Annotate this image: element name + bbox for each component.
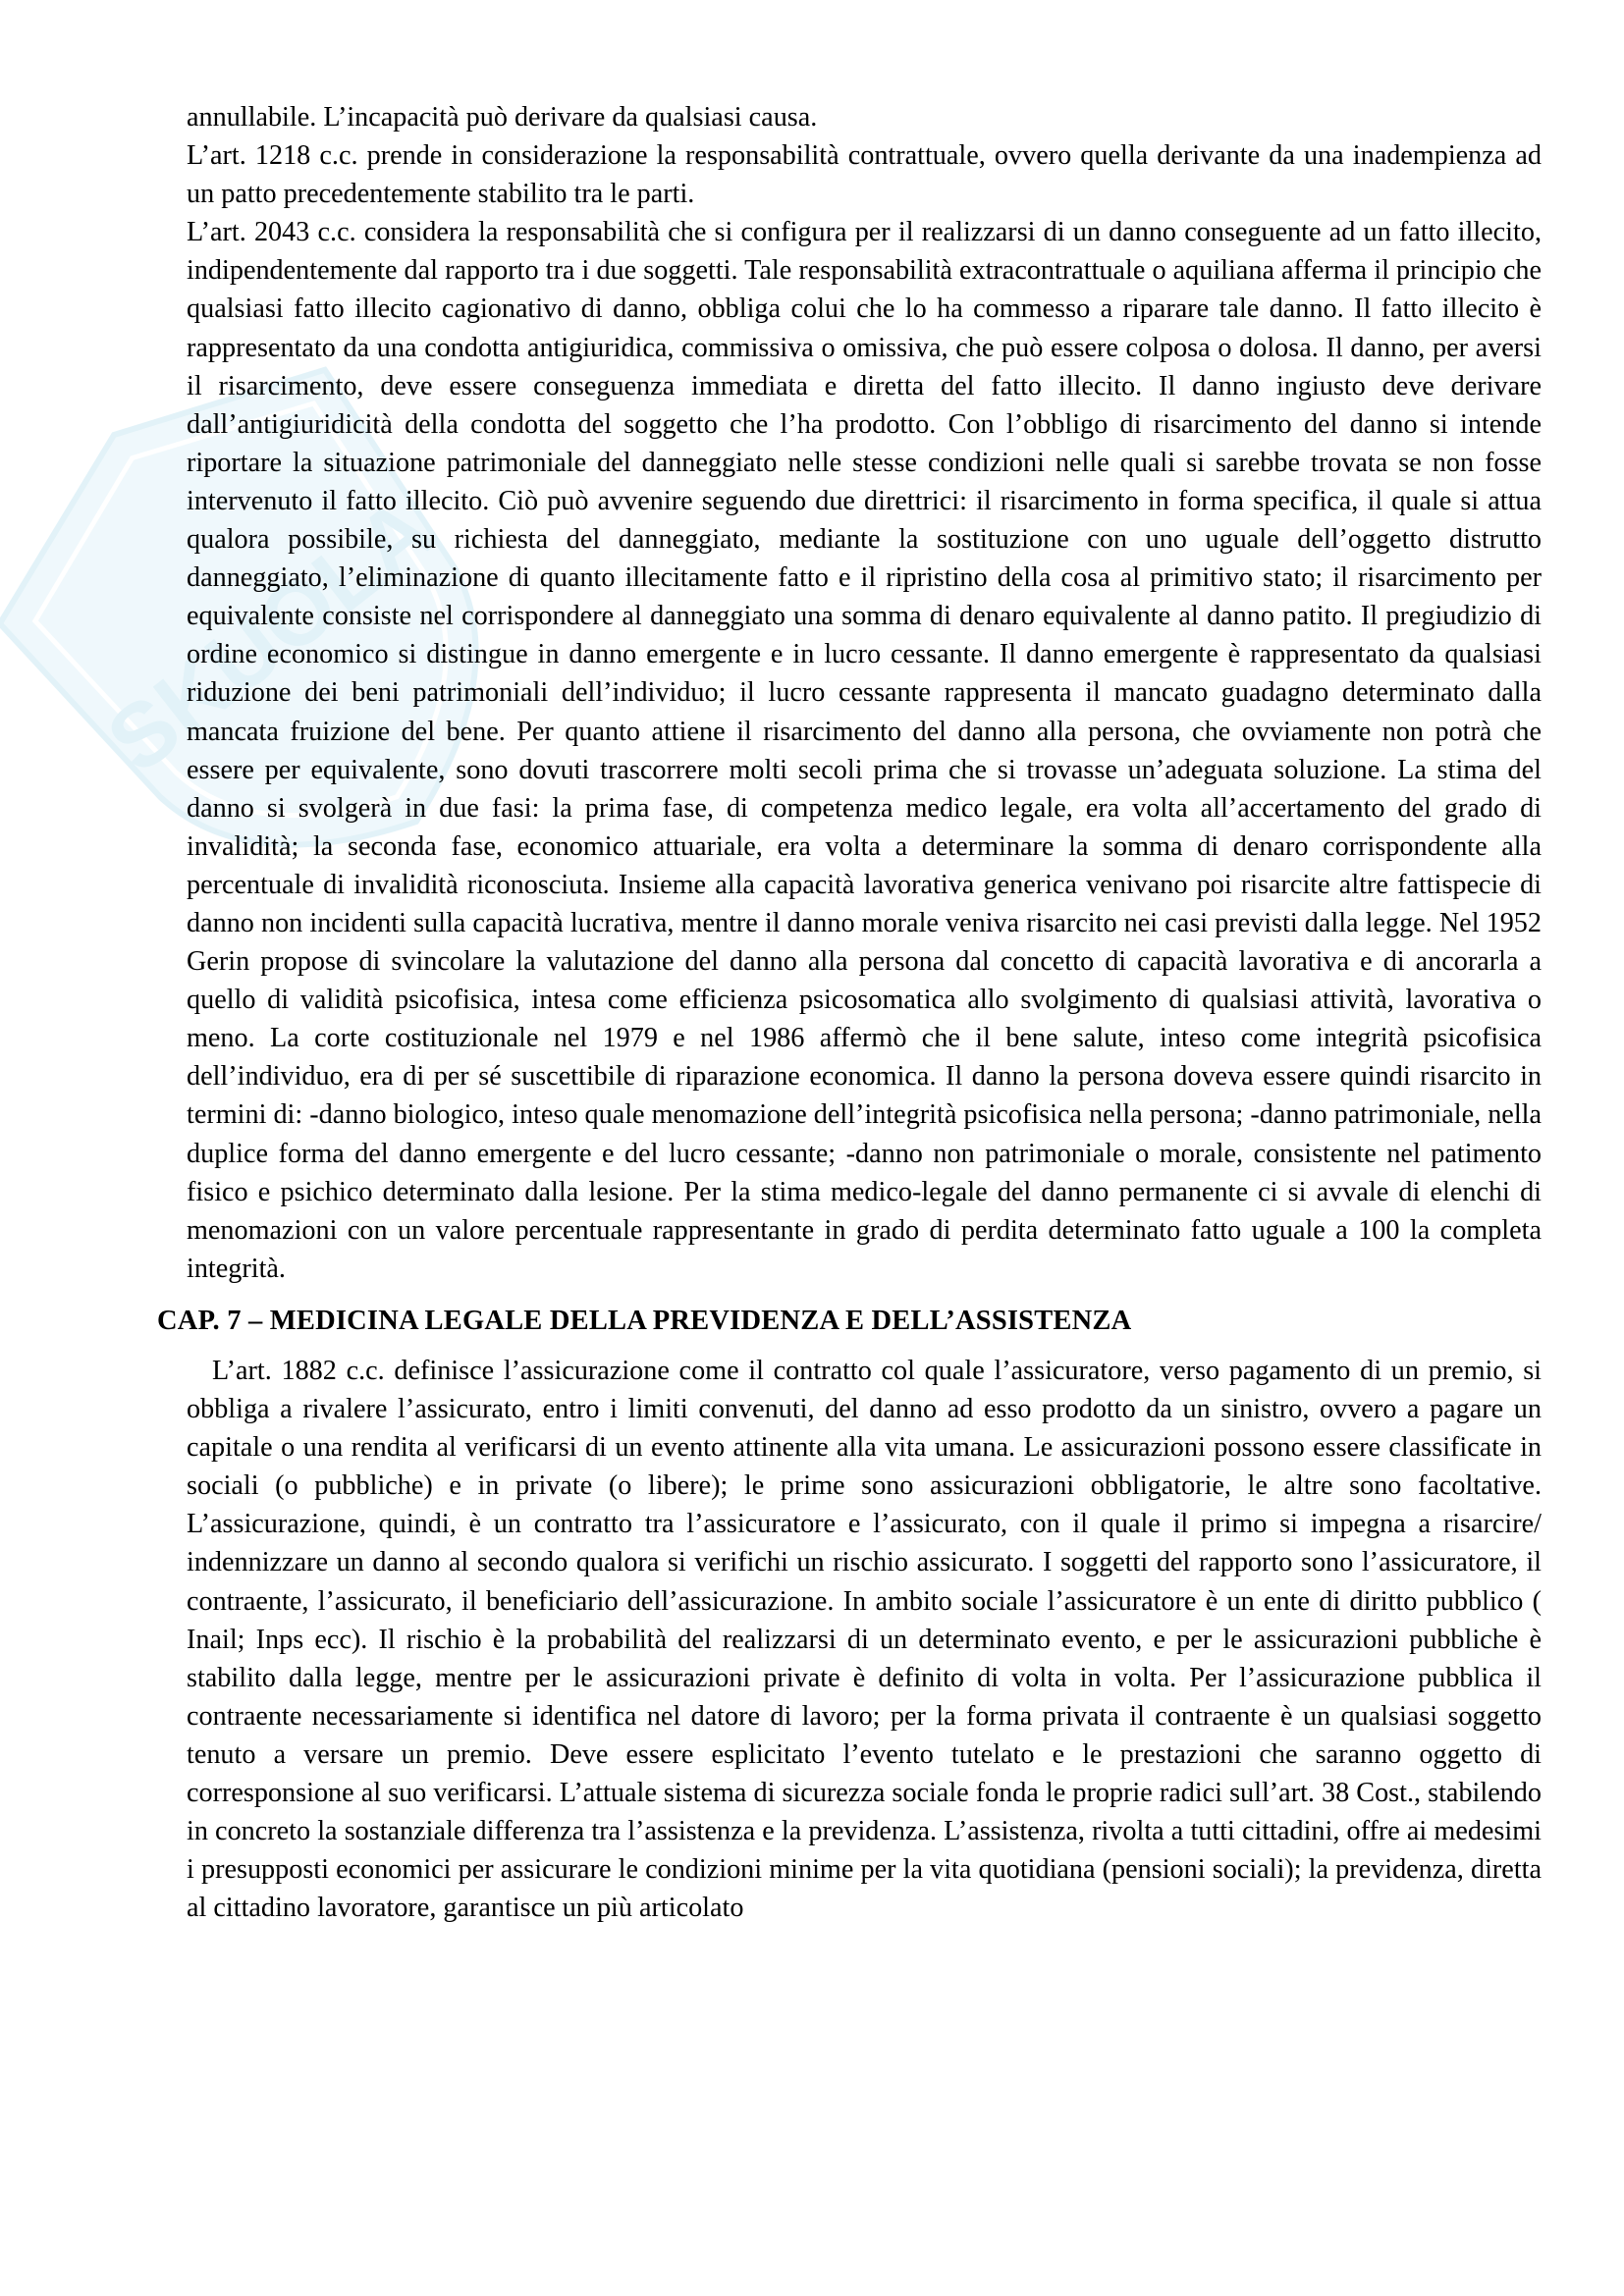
- watermark-text: SKUOLA: [89, 478, 452, 792]
- paragraph-art-2043: L’art. 2043 c.c. considera la responsabilità che si configura per il realizzarsi di un danno conseguente ad un fatto illecito, indipendentemente dal rapporto tra i due soggetti. Tale responsabilità extracontrattuale o aquiliana afferma il principio che qualsiasi fatto illecito cagionativo di danno, obbliga colui che lo ha commesso a riparare tale danno. Il fatto illecito è rappresentato da una condotta antigiuridica, commissiva o omissiva, che può essere colposa o dolosa. Il danno, per aversi il risarcimento, deve essere conseguenza immediata e diretta del fatto illecito. Il danno ingiusto deve derivare dall’antigiuridicità della condotta del soggetto che l’ha prodotto. Con l’obbligo di risarcimento del danno si intende riportare la situazione patrimoniale del danneggiato nelle stesse condizioni nelle quali si sarebbe trovata se non fosse intervenuto il fatto illecito. Ciò può avvenire seguendo due direttrici: il risarcimento in forma specifica, il quale si attua qualora possibile, su richiesta del danneggiato, mediante la sostituzione con uno uguale dell’oggetto distrutto danneggiato, l’eliminazione di quanto illecitamente fatto e il ripristino della cosa al primitivo stato; il risarcimento per equivalente consiste nel corrispondere al danneggiato una somma di denaro equivalente al danno patito. Il pregiudizio di ordine economico si distingue in danno emergente e in lucro cessante. Il danno emergente è rappresentato da qualsiasi riduzione dei beni patrimoniali dell’individuo; il lucro cessante rappresenta il mancato guadagno determinato dalla mancata fruizione del bene. Per quanto attiene il risarcimento del danno alla persona, che ovviamente non potrà che essere per equivalente, sono dovuti trascorrere molti secoli prima che si trovasse un’adeguata soluzione. La stima del danno si svolgerà in due fasi: la prima fase, di competenza medico legale, era volta all’accertamento del grado di invalidità; la seconda fase, economico attuariale, era volta a determinare la somma di denaro corrispondente alla percentuale di invalidità riconosciuta. Insieme alla capacità lavorativa generica venivano poi risarcite altre fattispecie di danno non incidenti sulla capacità lucrativa, mentre il danno morale veniva risarcito nei casi previsti dalla legge. Nel 1952 Gerin propose di svincolare la valutazione del danno alla persona dal concetto di capacità lavorativa e di ancorarla a quello di validità psicofisica, intesa come efficienza psicosomatica allo svolgimento di qualsiasi attività, lavorativa o meno. La corte costituzionale nel 1979 e nel 1986 affermò che il bene salute, inteso come integrità psicofisica dell’individuo, era di per sé suscettibile di riparazione economica. Il danno la persona doveva essere quindi risarcito in termini di: -danno biologico, inteso quale menomazione dell’integrità psicofisica nella persona; -danno patrimoniale, nella duplice forma del danno emergente e del lucro cessante; -danno non patrimoniale o morale, consistente nel patimento fisico e psichico determinato dalla lesione. Per la stima medico-legale del danno permanente ci si avvale di elenchi di menomazioni con un valore percentuale rappresentante in grado di perdita determinato fatto uguale a 100 la completa integrità.: [187, 217, 1542, 1284]
- chapter-heading: CAP. 7 – MEDICINA LEGALE DELLA PREVIDENZA E DELL’ASSISTENZA: [157, 1305, 1132, 1336]
- paragraph-art-1882: L’art. 1882 c.c. definisce l’assicurazione come il contratto col quale l’assicuratore, verso pagamento di un premio, si obbliga a rivalere l’assicurato, entro i limiti convenuti, del danno ad esso prodotto da un sinistro, ovvero a pagare un capitale o una rendita al verificarsi di un evento attinente alla vita umana. Le assicurazioni possono essere classificate in sociali (o pubbliche) e in private (o libere); le prime sono assicurazioni obbligatorie, le altre sono facoltative. L’assicurazione, quindi, è un contratto tra l’assicuratore e l’assicurato, con il quale il primo si impegna a risarcire/ indennizzare un danno al secondo qualora si verifichi un rischio assicurato. I soggetti del rapporto sono l’assicuratore, il contraente, l’assicurato, il beneficiario dell’assicurazione. In ambito sociale l’assicuratore è un ente di diritto pubblico ( Inail; Inps ecc). Il rischio è la probabilità del realizzarsi di un determinato evento, e per le assicurazioni pubbliche è stabilito dalla legge, mentre per le assicurazioni private è definito di volta in volta. Per l’assicurazione pubblica il contraente necessariamente si identifica nel datore di lavoro; per la forma privata il contraente è un qualsiasi soggetto tenuto a versare un premio. Deve essere esplicitato l’evento tutelato e le prestazioni che saranno oggetto di corresponsione al suo verificarsi. L’attuale sistema di sicurezza sociale fonda le proprie radici sull’art. 38 Cost., stabilendo in concreto la sostanziale differenza tra l’assistenza e la previdenza. L’assistenza, rivolta a tutti cittadini, offre ai medesimi i presupposti economici per assicurare le condizioni minime per la vita quotidiana (pensioni sociali); la previdenza, diretta al cittadino lavoratore, garantisce un più articolato: [187, 1356, 1542, 1924]
- paragraph-art-1218: L’art. 1218 c.c. prende in considerazione la responsabilità contrattuale, ovvero quella derivante da una inadempienza ad un patto precedentemente stabilito tra le parti.: [187, 140, 1542, 210]
- document-body: [157, 98, 1542, 1927]
- paragraph-continuation: annullabile. L’incapacità può derivare da qualsiasi causa.: [187, 102, 818, 133]
